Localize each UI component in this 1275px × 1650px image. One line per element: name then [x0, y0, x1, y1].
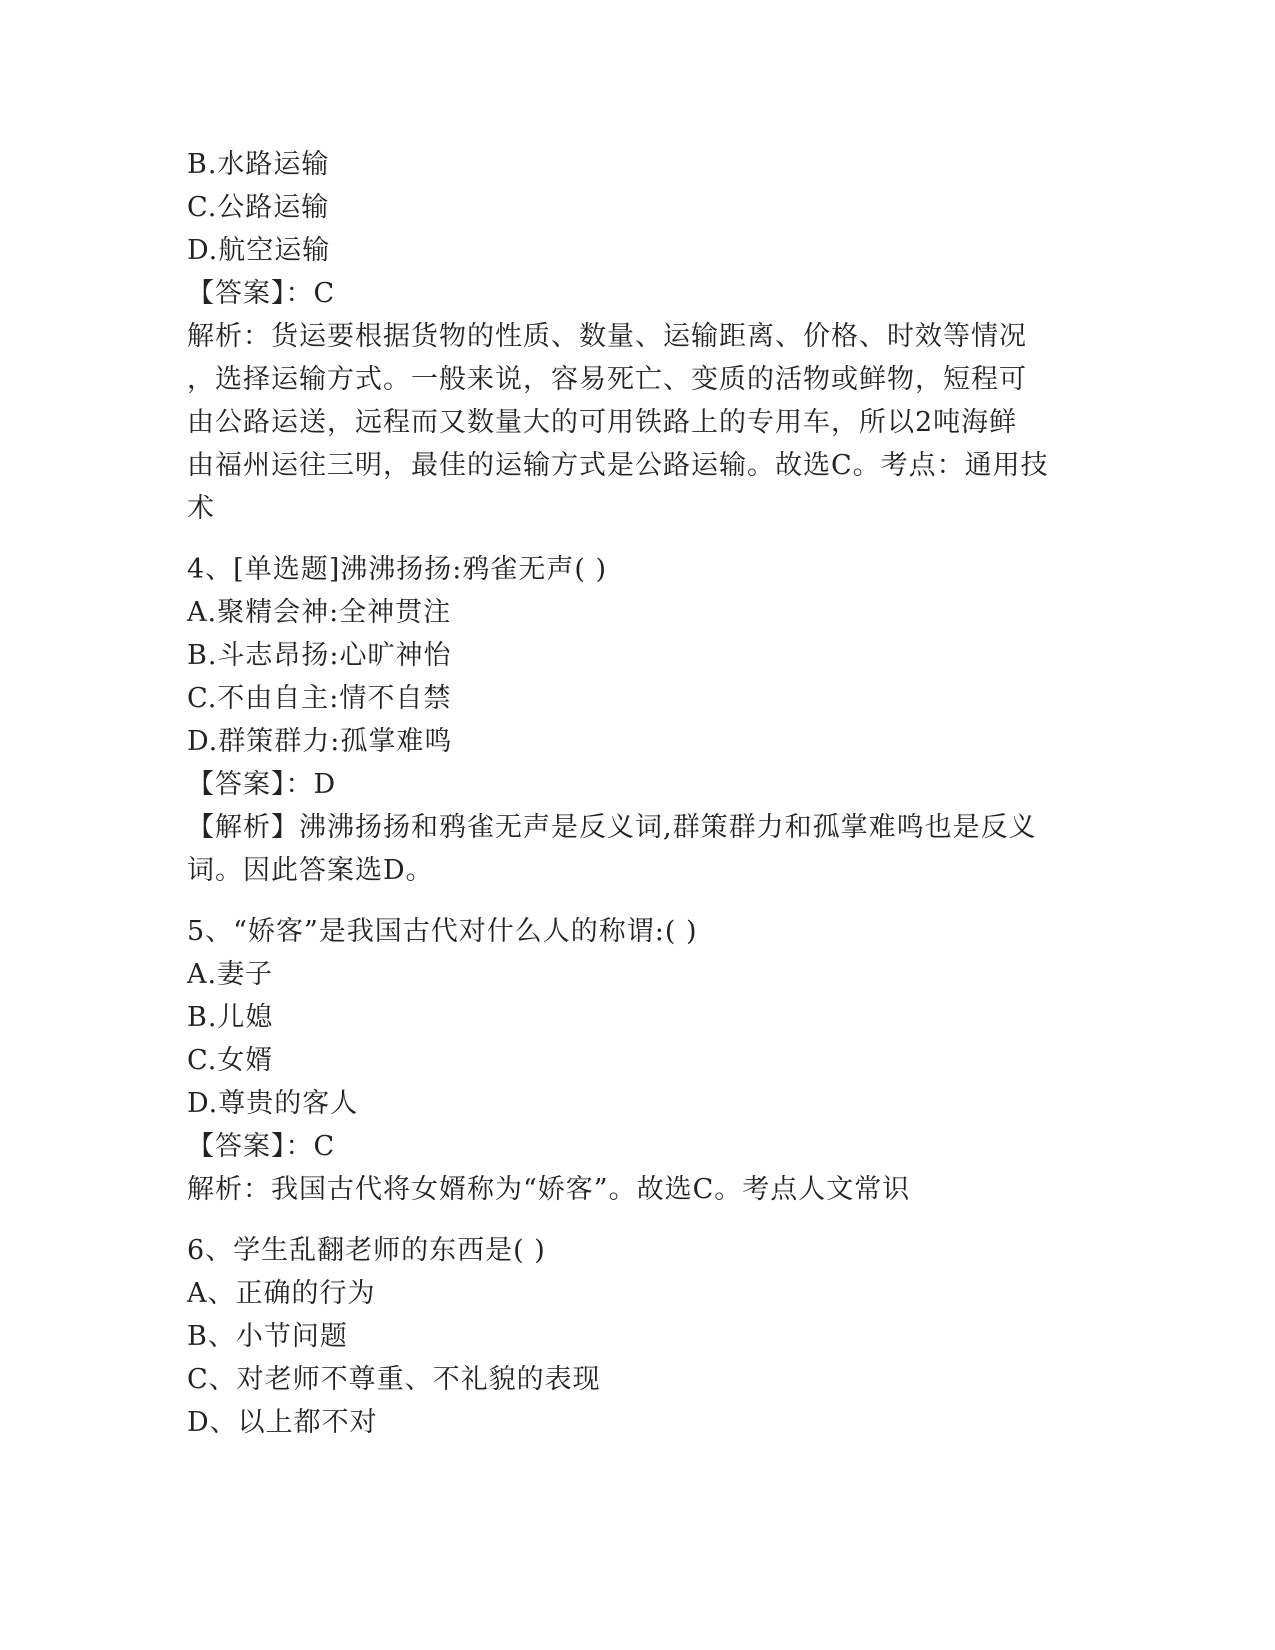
q4-answer: 【答案】：D — [187, 769, 337, 800]
q3-option-c: C.公路运输 — [187, 192, 330, 223]
q6-question: 6、学生乱翻老师的东西是( ) — [187, 1235, 546, 1266]
page-content — [187, 143, 1087, 1444]
q5-answer: 【答案】：C — [187, 1131, 336, 1162]
q6-option-c: C、对老师不尊重、不礼貌的表现 — [187, 1364, 601, 1395]
q5-question: 5、“娇客”是我国古代对什么人的称谓:( ) — [187, 916, 698, 947]
q6-option-d: D、以上都不对 — [187, 1407, 378, 1438]
q4-option-d: D.群策群力:孤掌难鸣 — [187, 726, 453, 757]
spacer — [187, 892, 1087, 910]
q3-analysis-line: 由公路运送，远程而又数量大的可用铁路上的专用车，所以2吨海鲜 — [187, 407, 1018, 438]
q5-option-c: C.女婿 — [187, 1045, 274, 1076]
q3-analysis-line: 解析：货运要根据货物的性质、数量、运输距离、价格、时效等情况 — [187, 321, 1027, 352]
q6-option-a: A、正确的行为 — [187, 1278, 376, 1309]
spacer — [187, 1211, 1087, 1229]
q5-option-a: A.妻子 — [187, 959, 274, 990]
q3-analysis-line: 由福州运往三明，最佳的运输方式是公路运输。故选C。考点：通用技 — [187, 450, 1049, 481]
q4-analysis-line: 词。因此答案选D。 — [187, 855, 434, 886]
q4-option-b: B.斗志昂扬:心旷神怡 — [187, 640, 452, 671]
q5-option-d: D.尊贵的客人 — [187, 1088, 359, 1119]
q4-option-a: A.聚精会神:全神贯注 — [187, 597, 452, 628]
q3-analysis-line: ，选择运输方式。一般来说，容易死亡、变质的活物或鲜物，短程可 — [187, 364, 1027, 395]
q4-question: 4、[单选题]沸沸扬扬:鸦雀无声( ) — [187, 554, 607, 585]
q3-option-b: B.水路运输 — [187, 149, 330, 180]
q4-option-c: C.不由自主:情不自禁 — [187, 683, 452, 714]
q3-answer: 【答案】：C — [187, 278, 336, 309]
q5-analysis: 解析：我国古代将女婿称为“娇客”。故选C。考点人文常识 — [187, 1174, 911, 1205]
q6-option-b: B、小节问题 — [187, 1321, 348, 1352]
q3-option-d: D.航空运输 — [187, 235, 331, 266]
q5-option-b: B.儿媳 — [187, 1002, 274, 1033]
spacer — [187, 530, 1087, 548]
q3-analysis-line: 术 — [187, 493, 215, 524]
q4-analysis-line: 【解析】沸沸扬扬和鸦雀无声是反义词,群策群力和孤掌难鸣也是反义 — [187, 812, 1037, 843]
